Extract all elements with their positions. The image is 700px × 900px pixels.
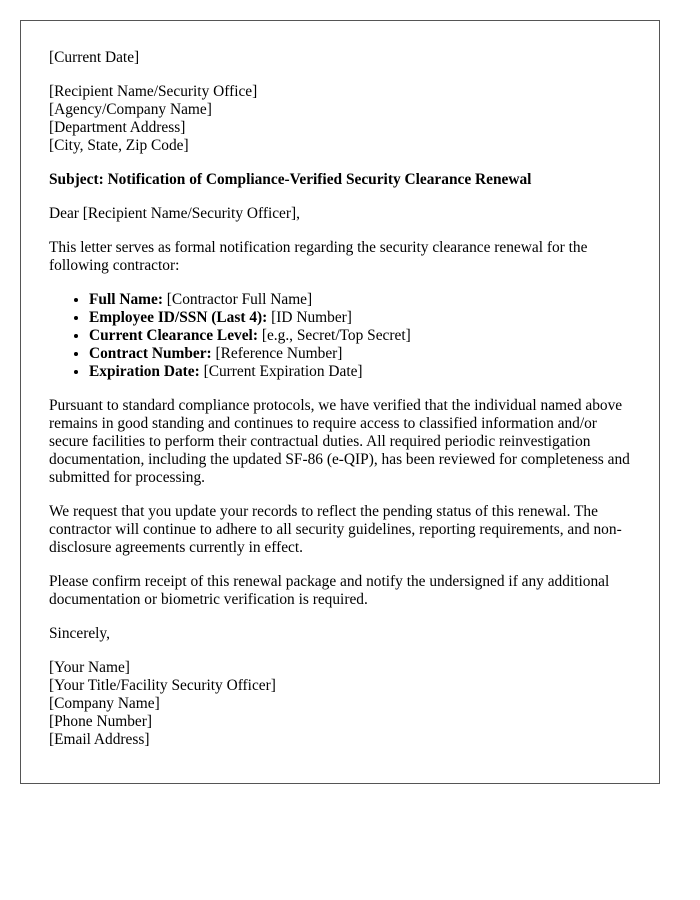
request-paragraph: We request that you update your records to reflect the pending status of this renewal. The contractor will continue to adhere to all security guidelines, reporting requirements, and non-disclosure agreements currently in effect. xyxy=(49,503,622,556)
detail-value: [e.g., Secret/Top Secret] xyxy=(257,327,411,344)
detail-label: Current Clearance Level: xyxy=(89,327,258,344)
letter-document xyxy=(20,20,660,784)
verification-paragraph: Pursuant to standard compliance protocols, we have verified that the individual named above remains in good standing and continues to require access to classified information and/or secure facilities to perform their contractual duties. All required periodic reinvestigation documentation, including the updated SF-86 (e-QIP), has been reviewed for completeness and submitted for processing. xyxy=(49,397,630,486)
recipient-block xyxy=(49,83,631,155)
detail-label: Expiration Date: xyxy=(89,363,200,380)
signer-email: [Email Address] xyxy=(49,731,150,748)
current-date: [Current Date] xyxy=(49,49,140,66)
date-line xyxy=(49,49,631,67)
list-item xyxy=(89,345,631,363)
signer-phone: [Phone Number] xyxy=(49,713,153,730)
signer-title: [Your Title/Facility Security Officer] xyxy=(49,677,276,694)
salutation: Dear [Recipient Name/Security Officer], xyxy=(49,205,300,222)
subject-line: Subject: Notification of Compliance-Verified Security Clearance Renewal xyxy=(49,171,532,188)
detail-label: Full Name: xyxy=(89,291,163,308)
confirmation-paragraph: Please confirm receipt of this renewal package and notify the undersigned if any additional documentation or biometric verification is required. xyxy=(49,573,610,608)
signature-block xyxy=(49,659,631,749)
recipient-name: [Recipient Name/Security Office] xyxy=(49,83,258,100)
detail-label: Contract Number: xyxy=(89,345,212,362)
list-item xyxy=(89,363,631,381)
recipient-city: [City, State, Zip Code] xyxy=(49,137,189,154)
list-item xyxy=(89,327,631,345)
intro-paragraph: This letter serves as formal notification regarding the security clearance renewal for the following contractor: xyxy=(49,239,588,274)
contractor-details-list xyxy=(49,291,631,381)
detail-label: Employee ID/SSN (Last 4): xyxy=(89,309,268,326)
signer-company: [Company Name] xyxy=(49,695,160,712)
list-item xyxy=(89,309,631,327)
closing: Sincerely, xyxy=(49,625,110,642)
recipient-agency: [Agency/Company Name] xyxy=(49,101,212,118)
detail-value: [Contractor Full Name] xyxy=(162,291,313,308)
detail-value: [ID Number] xyxy=(267,309,352,326)
detail-value: [Reference Number] xyxy=(211,345,343,362)
list-item xyxy=(89,291,631,309)
detail-value: [Current Expiration Date] xyxy=(199,363,363,380)
recipient-address: [Department Address] xyxy=(49,119,186,136)
signer-name: [Your Name] xyxy=(49,659,130,676)
